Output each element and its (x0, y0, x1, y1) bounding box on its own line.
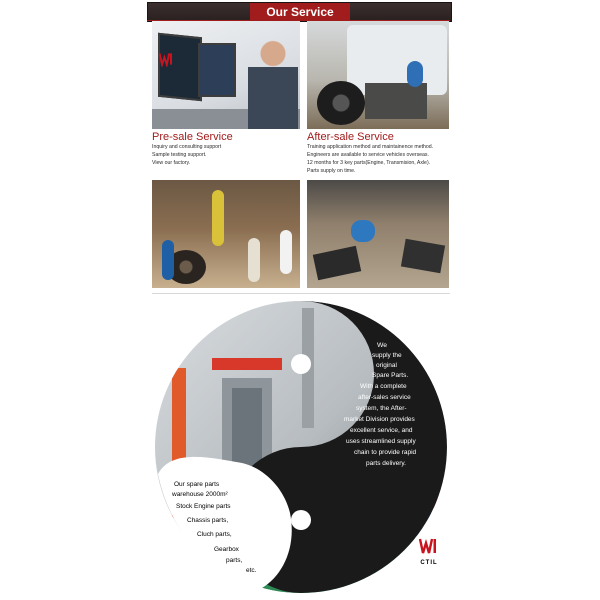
engine-shape (365, 83, 427, 119)
field-repair-photo (307, 180, 449, 288)
section-title: Our Service (250, 3, 350, 21)
circle-right-line: excellent service, and (350, 427, 413, 434)
circle-right-line: parts delivery. (366, 460, 406, 467)
worker-shape (280, 230, 292, 274)
worker-shape (248, 238, 260, 282)
mechanic-shape (407, 61, 423, 87)
aftersale-title: After-sale Service (307, 131, 394, 143)
circle-left-line: Chassis parts, (187, 517, 229, 524)
worker-shape (162, 240, 174, 280)
circle-right-line: chain to provide rapid (354, 449, 417, 456)
circle-right-line: Spare Parts. (372, 372, 409, 379)
aftersale-line: Engineers are available to service vehicles overseas. (307, 152, 429, 158)
mechanic-shape (351, 220, 375, 242)
circle-left-line: Our spare parts (174, 481, 220, 488)
circle-right-line: market Division provides (344, 416, 415, 423)
presale-line: Inquiry and consulting support (152, 144, 222, 150)
circle-right-line: With a complete (360, 383, 407, 390)
circle-right-line: system, the After- (356, 405, 407, 412)
ctil-logo-icon (418, 537, 440, 555)
circle-left-line: warehouse 2000m² (172, 491, 228, 498)
presale-line: View our factory. (152, 160, 191, 166)
circle-right-line: after-sales service (358, 394, 411, 401)
circle-right-line: original (376, 362, 397, 369)
circle-left-line: Stock Engine parts (176, 503, 231, 510)
presale-title: Pre-sale Service (152, 131, 233, 143)
section-header (147, 2, 452, 22)
aftersale-line: Parts supply on time. (307, 168, 356, 174)
parts-market-photo (152, 180, 300, 288)
circle-right-line: We (377, 342, 388, 349)
circle-left-line: etc. (246, 567, 257, 574)
aftersale-line: 12 months for 3 key parts(Engine, Transmision, Axle). (307, 160, 431, 166)
tire-shape (317, 81, 365, 125)
circle-left-line: Gearbox (214, 546, 239, 553)
white-lobe-shape (152, 298, 450, 596)
aftersale-photo (307, 21, 449, 129)
circle-right-line: supply the (372, 352, 402, 359)
monitor-shape (158, 33, 202, 102)
aftersale-line: Training application method and maintainence method. (307, 144, 434, 150)
person-shape (248, 37, 298, 129)
part-shape (401, 239, 445, 274)
monitor-shape (198, 43, 236, 97)
circle-left-line: parts, (226, 557, 243, 564)
part-shape (313, 246, 361, 281)
circle-left-line: Cluch parts, (197, 531, 232, 538)
section-divider (152, 293, 450, 294)
worker-shape (212, 190, 224, 246)
ctil-logo (418, 537, 440, 566)
circle-right-line: uses streamlined supply (346, 438, 416, 445)
presale-photo (152, 21, 300, 129)
presale-line: Sample testing support. (152, 152, 207, 158)
ctil-logo-icon (158, 51, 174, 67)
logo-brand-text: CTIL (420, 560, 438, 566)
